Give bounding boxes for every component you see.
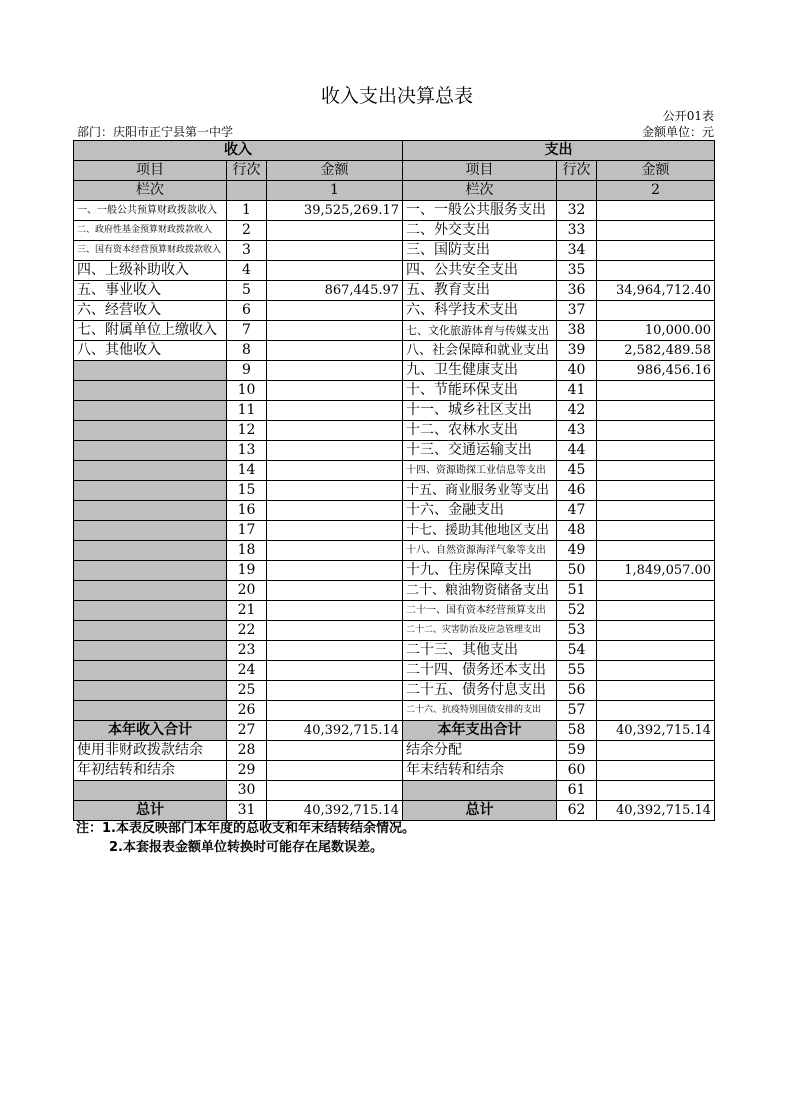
income-line-cell: 23: [227, 641, 267, 661]
expense-line-cell: 48: [557, 521, 597, 541]
table-row: [74, 761, 715, 781]
income-item-cell: [74, 621, 227, 641]
expense-item-cell: 十二、农林水支出: [403, 421, 557, 441]
income-item-cell: [74, 641, 227, 661]
income-amount-cell: [267, 781, 403, 801]
expense-amount-cell: [597, 541, 715, 561]
expense-line-cell: 58: [557, 721, 597, 741]
expense-amount-cell: 34,964,712.40: [597, 281, 715, 301]
expense-item-cell: 二十、粮油物资储备支出: [403, 581, 557, 601]
footnotes: [76, 819, 415, 857]
table-row: [74, 781, 715, 801]
expense-item-cell: 一、一般公共服务支出: [403, 201, 557, 221]
income-amount-cell: [267, 321, 403, 341]
table-row: [74, 341, 715, 361]
table-row: [74, 441, 715, 461]
income-item-cell: 本年收入合计: [74, 721, 227, 741]
income-item-cell: [74, 581, 227, 601]
expense-amount-cell: [597, 641, 715, 661]
table-row: [74, 261, 715, 281]
expense-line-cell: 37: [557, 301, 597, 321]
expense-amount-cell: [597, 581, 715, 601]
expense-amount-cell: [597, 261, 715, 281]
expense-line-cell: 55: [557, 661, 597, 681]
income-item-cell: [74, 601, 227, 621]
expense-line-cell: 40: [557, 361, 597, 381]
expense-line-cell: 33: [557, 221, 597, 241]
expense-item-cell: 十四、资源勘探工业信息等支出: [403, 461, 557, 481]
expense-amount-cell: [597, 401, 715, 421]
expense-line-cell: 43: [557, 421, 597, 441]
income-line-cell: 28: [227, 741, 267, 761]
expense-amount-cell: 1,849,057.00: [597, 561, 715, 581]
income-item-cell: [74, 661, 227, 681]
income-line-cell: 31: [227, 801, 267, 821]
expense-item-cell: 十三、交通运输支出: [403, 441, 557, 461]
income-line-cell: 4: [227, 261, 267, 281]
expense-line-cell: 44: [557, 441, 597, 461]
expense-amount-cell: [597, 521, 715, 541]
income-expense-table: [73, 140, 715, 821]
income-line-cell: 21: [227, 601, 267, 621]
income-section-header: 收入: [74, 141, 403, 161]
expense-amount-cell: [597, 201, 715, 221]
expense-line-cell: 60: [557, 761, 597, 781]
expense-item-cell: 结余分配: [403, 741, 557, 761]
expense-item-cell: 九、卫生健康支出: [403, 361, 557, 381]
expense-line-cell: 41: [557, 381, 597, 401]
expense-line-cell: 42: [557, 401, 597, 421]
expense-item-cell: 十九、住房保障支出: [403, 561, 557, 581]
column-index-row: [74, 181, 715, 201]
expense-line-cell: 39: [557, 341, 597, 361]
table-row: [74, 721, 715, 741]
expense-amount-cell: [597, 601, 715, 621]
income-item-cell: [74, 541, 227, 561]
expense-amount-cell: 40,392,715.14: [597, 721, 715, 741]
expense-line-cell: 34: [557, 241, 597, 261]
income-item-cell: 六、经营收入: [74, 301, 227, 321]
table-row: [74, 681, 715, 701]
expense-amount-cell: [597, 681, 715, 701]
table-row: [74, 381, 715, 401]
expense-item-cell: 十六、金融支出: [403, 501, 557, 521]
table-row: [74, 661, 715, 681]
expense-amount-cell: [597, 621, 715, 641]
income-item-cell: 四、上级补助收入: [74, 261, 227, 281]
expense-item-cell: 八、社会保障和就业支出: [403, 341, 557, 361]
column-header-row: [74, 161, 715, 181]
expense-line-cell: 36: [557, 281, 597, 301]
section-header-row: [74, 141, 715, 161]
expense-item-cell: 七、文化旅游体育与传媒支出: [403, 321, 557, 341]
income-amount-cell: [267, 521, 403, 541]
income-amount-cell: [267, 261, 403, 281]
department-label: 部门：庆阳市正宁县第一中学: [77, 125, 234, 139]
expense-line-cell: 62: [557, 801, 597, 821]
income-amount-cell: [267, 761, 403, 781]
income-amount-cell: [267, 621, 403, 641]
expense-item-cell: 二十一、国有资本经营预算支出: [403, 601, 557, 621]
table-row: [74, 461, 715, 481]
income-line-cell: 12: [227, 421, 267, 441]
table-row: [74, 301, 715, 321]
table-row: [74, 501, 715, 521]
expense-amount-cell: [597, 241, 715, 261]
income-item-cell: 五、事业收入: [74, 281, 227, 301]
income-line-cell: 9: [227, 361, 267, 381]
table-row: [74, 541, 715, 561]
expense-item-cell: 五、教育支出: [403, 281, 557, 301]
income-line-header: 行次: [227, 161, 267, 181]
table-row: [74, 581, 715, 601]
income-item-header: 项目: [74, 161, 227, 181]
income-item-cell: [74, 501, 227, 521]
table-row: [74, 361, 715, 381]
table-row: [74, 521, 715, 541]
expense-line-cell: 56: [557, 681, 597, 701]
income-line-cell: 6: [227, 301, 267, 321]
expense-line-cell: 59: [557, 741, 597, 761]
income-amount-cell: [267, 561, 403, 581]
page-title: 收入支出决算总表: [320, 85, 473, 107]
expense-amount-header: 金额: [597, 161, 715, 181]
income-amount-cell: [267, 401, 403, 421]
income-amount-cell: [267, 681, 403, 701]
income-amount-cell: [267, 221, 403, 241]
amount-unit-label: 金额单位：元: [641, 125, 714, 139]
income-amount-cell: [267, 421, 403, 441]
income-amount-cell: [267, 701, 403, 721]
expense-amount-cell: [597, 481, 715, 501]
table-row: [74, 281, 715, 301]
income-item-cell: 七、附属单位上缴收入: [74, 321, 227, 341]
expense-line-cell: 53: [557, 621, 597, 641]
income-item-cell: [74, 421, 227, 441]
income-item-cell: [74, 701, 227, 721]
expense-line-cell: 61: [557, 781, 597, 801]
expense-section-header: 支出: [403, 141, 715, 161]
expense-line-header: 行次: [557, 161, 597, 181]
income-amount-cell: [267, 601, 403, 621]
table-row: [74, 201, 715, 221]
table-row: [74, 701, 715, 721]
income-amount-cell: [267, 461, 403, 481]
income-line-cell: 11: [227, 401, 267, 421]
income-amount-cell: 40,392,715.14: [267, 721, 403, 741]
expense-line-cell: 47: [557, 501, 597, 521]
expense-line-cell: 54: [557, 641, 597, 661]
income-line-cell: 7: [227, 321, 267, 341]
expense-item-cell: 二十五、债务付息支出: [403, 681, 557, 701]
income-line-cell: 1: [227, 201, 267, 221]
expense-amount-cell: [597, 501, 715, 521]
income-item-cell: 一、一般公共预算财政拨款收入: [74, 201, 227, 221]
income-amount-cell: [267, 661, 403, 681]
income-amount-cell: [267, 581, 403, 601]
income-line-cell: 27: [227, 721, 267, 741]
expense-item-cell: 二十三、其他支出: [403, 641, 557, 661]
income-line-cell: 3: [227, 241, 267, 261]
income-item-cell: [74, 441, 227, 461]
income-item-cell: [74, 781, 227, 801]
income-amount-cell: [267, 541, 403, 561]
expense-item-cell: 本年支出合计: [403, 721, 557, 741]
income-amount-cell: [267, 381, 403, 401]
expense-item-cell: 二十二、灾害防治及应急管理支出: [403, 621, 557, 641]
expense-item-cell: 十、节能环保支出: [403, 381, 557, 401]
income-item-cell: 总计: [74, 801, 227, 821]
income-line-cell: 17: [227, 521, 267, 541]
table-row: [74, 421, 715, 441]
expense-item-cell: [403, 781, 557, 801]
expense-item-cell: 十七、援助其他地区支出: [403, 521, 557, 541]
expense-item-cell: 二十六、抗疫特别国债安排的支出: [403, 701, 557, 721]
form-number: 公开01表: [662, 109, 714, 123]
income-line-cell: 14: [227, 461, 267, 481]
income-column-number: 1: [267, 181, 403, 201]
expense-amount-cell: 10,000.00: [597, 321, 715, 341]
income-line-cell: 16: [227, 501, 267, 521]
income-item-cell: [74, 381, 227, 401]
income-line-cell: 22: [227, 621, 267, 641]
expense-amount-cell: [597, 661, 715, 681]
income-column-blank: [227, 181, 267, 201]
table-row: [74, 241, 715, 261]
income-amount-cell: [267, 301, 403, 321]
income-item-cell: [74, 561, 227, 581]
income-line-cell: 5: [227, 281, 267, 301]
expense-item-cell: 总计: [403, 801, 557, 821]
income-amount-cell: [267, 741, 403, 761]
expense-item-cell: 十八、自然资源海洋气象等支出: [403, 541, 557, 561]
income-item-cell: 八、其他收入: [74, 341, 227, 361]
income-item-cell: [74, 401, 227, 421]
expense-column-label: 栏次: [403, 181, 557, 201]
expense-item-cell: 六、科学技术支出: [403, 301, 557, 321]
income-item-cell: 年初结转和结余: [74, 761, 227, 781]
income-line-cell: 13: [227, 441, 267, 461]
expense-item-header: 项目: [403, 161, 557, 181]
expense-item-cell: 二、外交支出: [403, 221, 557, 241]
expense-amount-cell: [597, 781, 715, 801]
income-amount-cell: [267, 441, 403, 461]
income-amount-cell: [267, 361, 403, 381]
income-column-label: 栏次: [74, 181, 227, 201]
expense-line-cell: 51: [557, 581, 597, 601]
expense-amount-cell: 40,392,715.14: [597, 801, 715, 821]
income-item-cell: [74, 481, 227, 501]
income-line-cell: 25: [227, 681, 267, 701]
expense-amount-cell: [597, 701, 715, 721]
expense-line-cell: 50: [557, 561, 597, 581]
income-line-cell: 10: [227, 381, 267, 401]
income-line-cell: 19: [227, 561, 267, 581]
expense-column-blank: [557, 181, 597, 201]
income-amount-header: 金额: [267, 161, 403, 181]
income-line-cell: 24: [227, 661, 267, 681]
income-item-cell: 二、政府性基金预算财政拨款收入: [74, 221, 227, 241]
income-amount-cell: [267, 501, 403, 521]
expense-line-cell: 45: [557, 461, 597, 481]
table-row: [74, 401, 715, 421]
expense-item-cell: 十五、商业服务业等支出: [403, 481, 557, 501]
table-row: [74, 561, 715, 581]
income-line-cell: 26: [227, 701, 267, 721]
table-row: [74, 801, 715, 821]
income-amount-cell: 867,445.97: [267, 281, 403, 301]
table-row: [74, 621, 715, 641]
income-line-cell: 20: [227, 581, 267, 601]
income-line-cell: 8: [227, 341, 267, 361]
footnote-1: 注：1.本表反映部门本年度的总收支和年末结转结余情况。: [76, 821, 415, 836]
expense-item-cell: 三、国防支出: [403, 241, 557, 261]
income-item-cell: 使用非财政拨款结余: [74, 741, 227, 761]
expense-line-cell: 57: [557, 701, 597, 721]
expense-column-number: 2: [597, 181, 715, 201]
expense-item-cell: 四、公共安全支出: [403, 261, 557, 281]
expense-item-cell: 二十四、债务还本支出: [403, 661, 557, 681]
income-amount-cell: 39,525,269.17: [267, 201, 403, 221]
income-item-cell: [74, 461, 227, 481]
expense-line-cell: 52: [557, 601, 597, 621]
table-row: [74, 741, 715, 761]
income-line-cell: 2: [227, 221, 267, 241]
expense-line-cell: 49: [557, 541, 597, 561]
expense-amount-cell: [597, 461, 715, 481]
expense-amount-cell: [597, 741, 715, 761]
expense-amount-cell: [597, 761, 715, 781]
expense-line-cell: 32: [557, 201, 597, 221]
income-line-cell: 30: [227, 781, 267, 801]
income-item-cell: [74, 681, 227, 701]
income-line-cell: 15: [227, 481, 267, 501]
expense-amount-cell: 986,456.16: [597, 361, 715, 381]
income-amount-cell: [267, 341, 403, 361]
table-row: [74, 601, 715, 621]
footnote-2: 2.本套报表金额单位转换时可能存在尾数误差。: [109, 840, 383, 855]
income-amount-cell: 40,392,715.14: [267, 801, 403, 821]
expense-amount-cell: [597, 301, 715, 321]
income-amount-cell: [267, 641, 403, 661]
expense-amount-cell: [597, 441, 715, 461]
expense-line-cell: 46: [557, 481, 597, 501]
table-row: [74, 321, 715, 341]
expense-amount-cell: 2,582,489.58: [597, 341, 715, 361]
income-item-cell: 三、国有资本经营预算财政拨款收入: [74, 241, 227, 261]
income-line-cell: 29: [227, 761, 267, 781]
expense-amount-cell: [597, 221, 715, 241]
income-item-cell: [74, 521, 227, 541]
expense-item-cell: 年末结转和结余: [403, 761, 557, 781]
income-amount-cell: [267, 481, 403, 501]
table-row: [74, 221, 715, 241]
income-line-cell: 18: [227, 541, 267, 561]
expense-line-cell: 35: [557, 261, 597, 281]
expense-amount-cell: [597, 421, 715, 441]
expense-item-cell: 十一、城乡社区支出: [403, 401, 557, 421]
table-row: [74, 641, 715, 661]
expense-line-cell: 38: [557, 321, 597, 341]
income-amount-cell: [267, 241, 403, 261]
expense-amount-cell: [597, 381, 715, 401]
table-row: [74, 481, 715, 501]
income-item-cell: [74, 361, 227, 381]
